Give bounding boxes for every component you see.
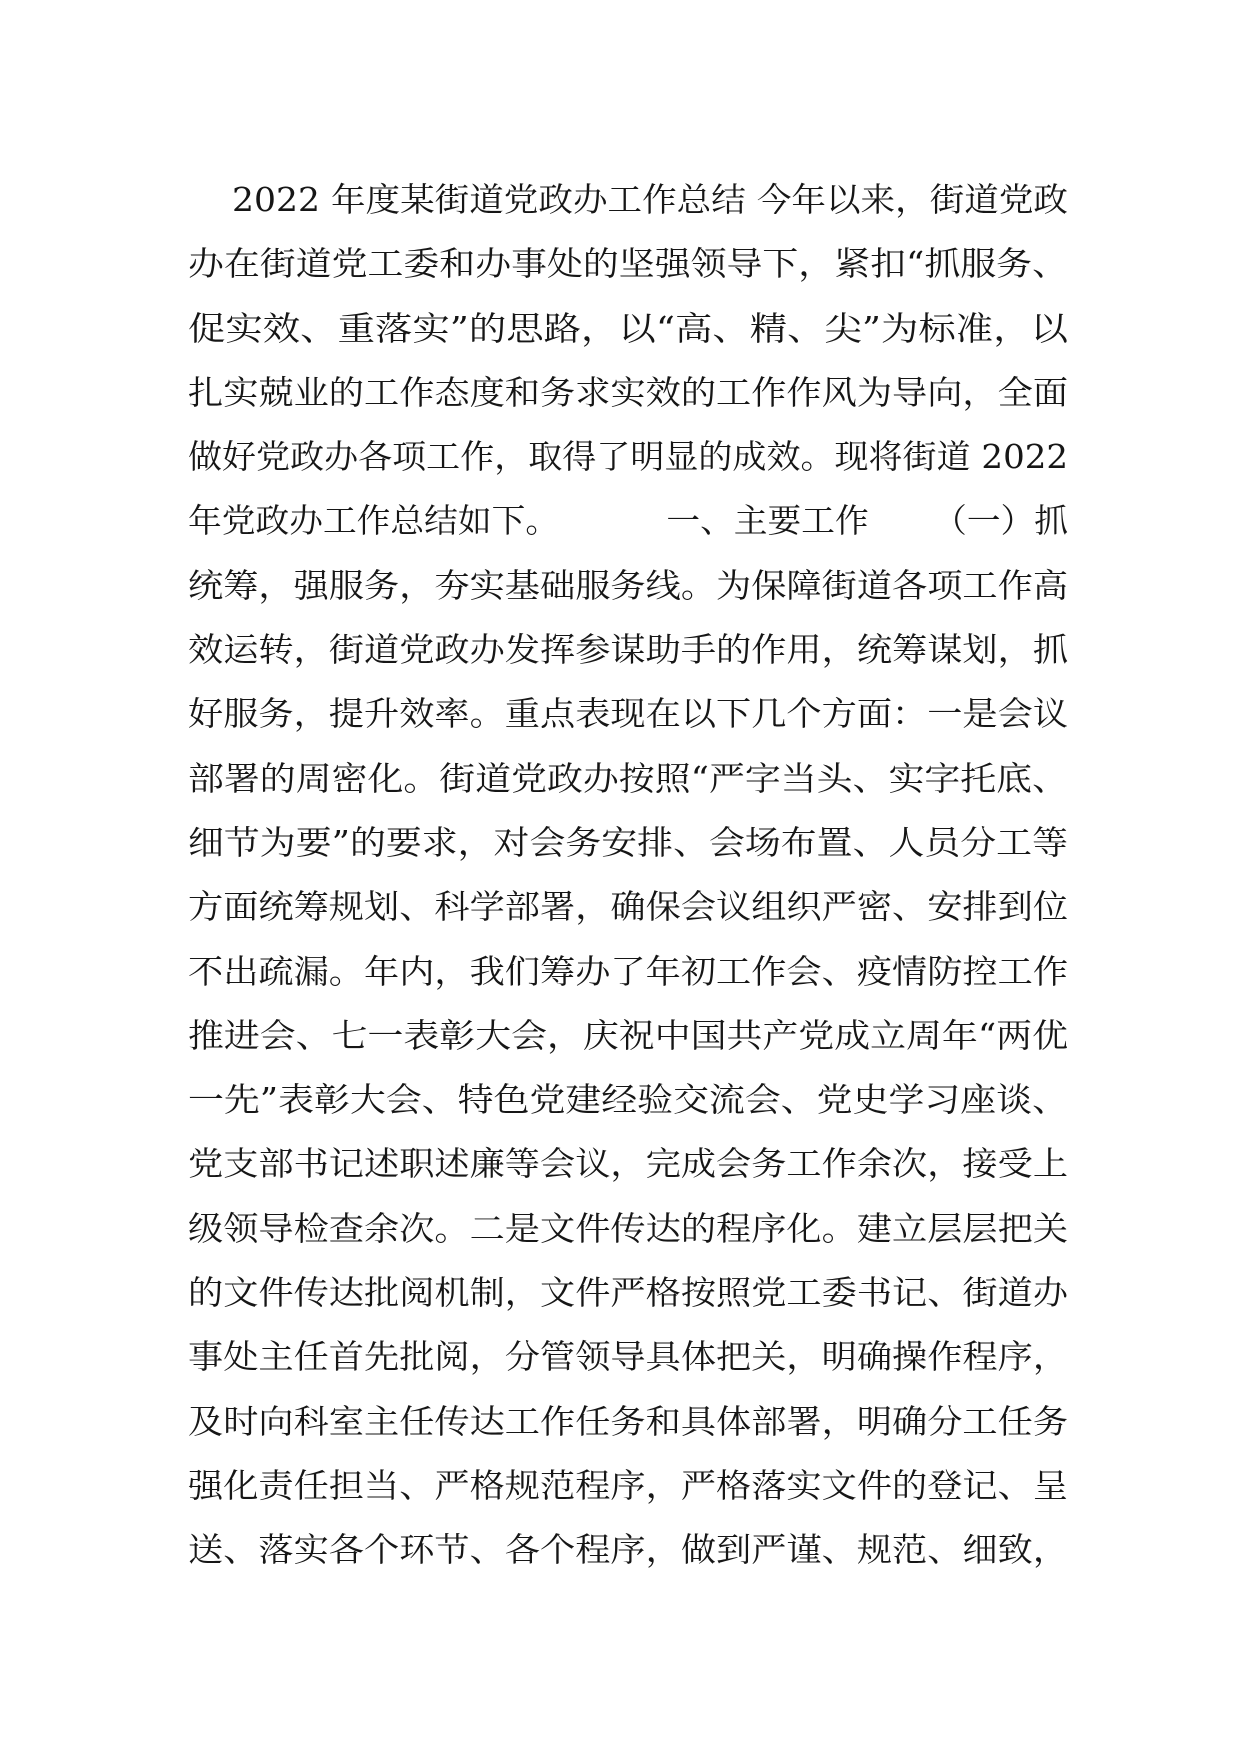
text-line-content: 细节为要”的要求，对会务安排、会场布置、人员分工等 [188,822,1068,862]
text-line-content: 促实效、重落实”的思路，以“高、精、尖”为标准，以 [188,308,1068,348]
text-line-content: 做好党政办各项工作，取得了明显的成效。现将街道 2022 [188,437,1068,477]
text-line-content: 2022 年度某街道党政办工作总结 今年以来，街道党政 [188,180,1068,219]
text-line [188,1004,1068,1068]
text-line [188,554,1068,618]
text-line [188,425,1068,489]
text-line [188,1132,1068,1196]
text-line [188,1325,1068,1389]
text-line [188,297,1068,361]
text-line [188,1390,1068,1454]
text-line [188,1068,1068,1132]
text-line-content: 一先”表彰大会、特色党建经验交流会、党史学习座谈、 [188,1080,1068,1120]
text-line [188,811,1068,875]
text-line-content: 效运转，街道党政办发挥参谋助手的作用，统筹谋划，抓 [188,630,1068,670]
text-line-content: 扎实兢业的工作态度和务求实效的工作作风为导向，全面 [188,372,1068,412]
text-line [188,682,1068,746]
text-line [188,361,1068,425]
text-line [188,618,1068,682]
text-line-content: 强化责任担当、严格规范程序，严格落实文件的登记、呈 [188,1465,1068,1505]
text-line-content: 统筹，强服务，夯实基础服务线。为保障街道各项工作高 [188,565,1068,605]
text-line-content: 办在街道党工委和办事处的坚强领导下，紧扣“抓服务、 [188,244,1068,284]
text-line-content: 及时向科室主任传达工作任务和具体部署，明确分工任务 [188,1401,1068,1441]
text-line-content: 党支部书记述职述廉等会议，完成会务工作余次，接受上 [188,1144,1068,1184]
text-line [188,489,1068,553]
text-line-content: 好服务，提升效率。重点表现在以下几个方面：一是会议 [188,694,1068,734]
text-line-content: 不出疏漏。年内，我们筹办了年初工作会、疫情防控工作 [188,951,1068,991]
text-line [188,875,1068,939]
text-line [188,1454,1068,1518]
text-line-content: 方面统筹规划、科学部署，确保会议组织严密、安排到位 [188,887,1068,927]
text-line-content: 送、落实各个环节、各个程序，做到严谨、规范、细致， [188,1530,1068,1570]
text-line [188,940,1068,1004]
text-line [188,1197,1068,1261]
text-line-content: 级领导检查余次。二是文件传达的程序化。建立层层把关 [188,1208,1068,1248]
text-line-content: 的文件传达批阅机制，文件严格按照党工委书记、街道办 [188,1273,1068,1313]
text-line-content: 年党政办工作总结如下。 一、主要工作 （一）抓 [188,501,1068,541]
text-line-content: 推进会、七一表彰大会，庆祝中国共产党成立周年“两优 [188,1015,1068,1055]
text-line [188,1518,1068,1582]
text-line [188,232,1068,296]
text-line [188,1261,1068,1325]
body-text [188,168,1068,1583]
text-line [188,168,1068,232]
text-line-content: 事处主任首先批阅，分管领导具体把关，明确操作程序， [188,1337,1068,1377]
text-line-content: 部署的周密化。街道党政办按照“严字当头、实字托底、 [188,758,1068,798]
text-line [188,747,1068,811]
